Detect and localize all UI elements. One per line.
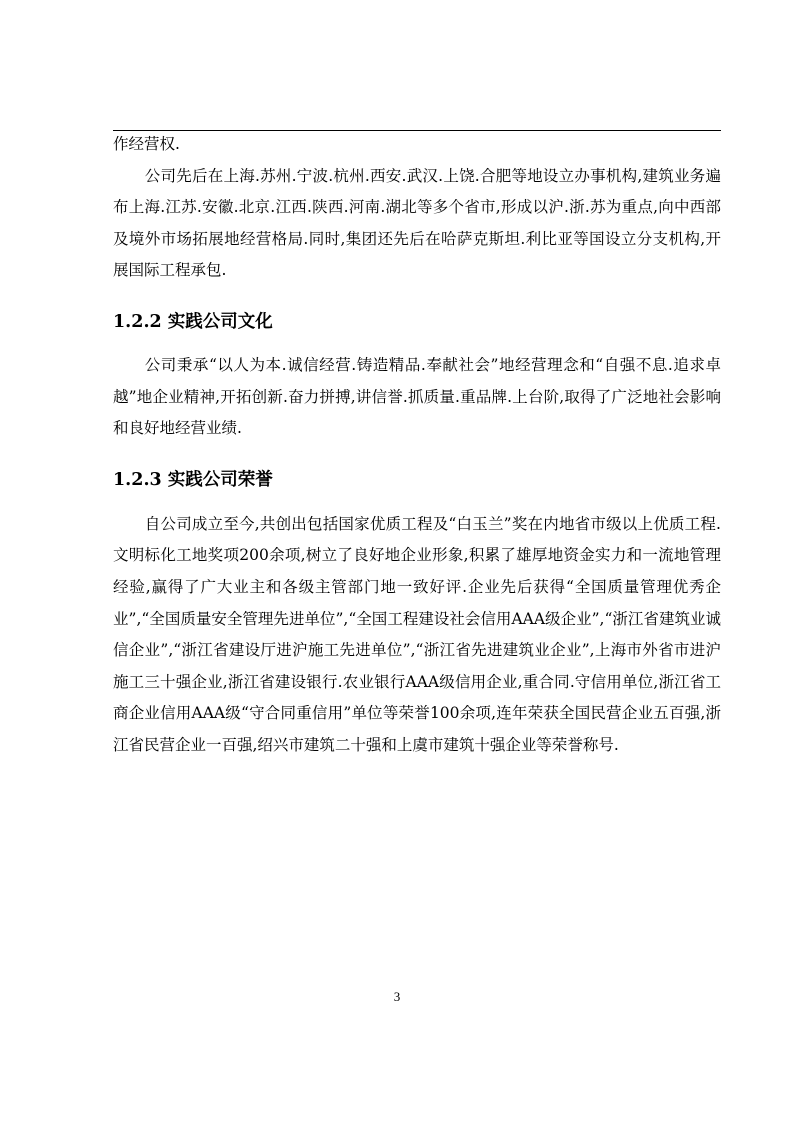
paragraph-offices: 公司先后在上海.苏州.宁波.杭州.西安.武汉.上饶.合肥等地设立办事机构,建筑业务遍布上海.江苏.安徽.北京.江西.陕西.河南.湖北等多个省市,形成以沪.浙.苏为重点,向中西部及境外市场拓展地经营格局.同时,集团还先后在哈萨克斯坦.利比亚等国设立分支机构,开展国际工程承包. [113,166,721,280]
section-heading-culture: 1.2.2 实践公司文化 [113,311,273,332]
paragraph-continuation: 作经营权. [113,135,180,153]
page-body [113,129,721,762]
paragraph-culture: 公司秉承“以人为本.诚信经营.铸造精品.奉献社会”地经营理念和“自强不息.追求卓越”地企业精神,开拓创新.奋力拼搏,讲信誉.抓质量.重品牌.上台阶,取得了广泛地社会影响和良好地经营业绩. [113,355,721,438]
paragraph-honors: 自公司成立至今,共创出包括国家优质工程及“白玉兰”奖在内地省市级以上优质工程.文明标化工地奖项200余项,树立了良好地企业形象,积累了雄厚地资金实力和一流地管理经验,赢得了广大业主和各级主管部门地一致好评.企业先后获得“全国质量管理优秀企业”,“全国质量安全管理先进单位”,“全国工程建设社会信用AAA级企业”,“浙江省建筑业诚信企业”,“浙江省建设厅进沪施工先进单位”,“浙江省先进建筑业企业”,上海市外省市进沪施工三十强企业,浙江省建设银行.农业银行AAA级信用企业,重合同.守信用单位,浙江省工商企业信用AAA级“守合同重信用”单位等荣誉100余项,连年荣获全国民营企业五百强,浙江省民营企业一百强,绍兴市建筑二十强和上虞市建筑十强企业等荣誉称号. [113,514,721,754]
page-number: 3 [393,989,401,1004]
section-heading-honors: 1.2.3 实践公司荣誉 [113,469,273,490]
